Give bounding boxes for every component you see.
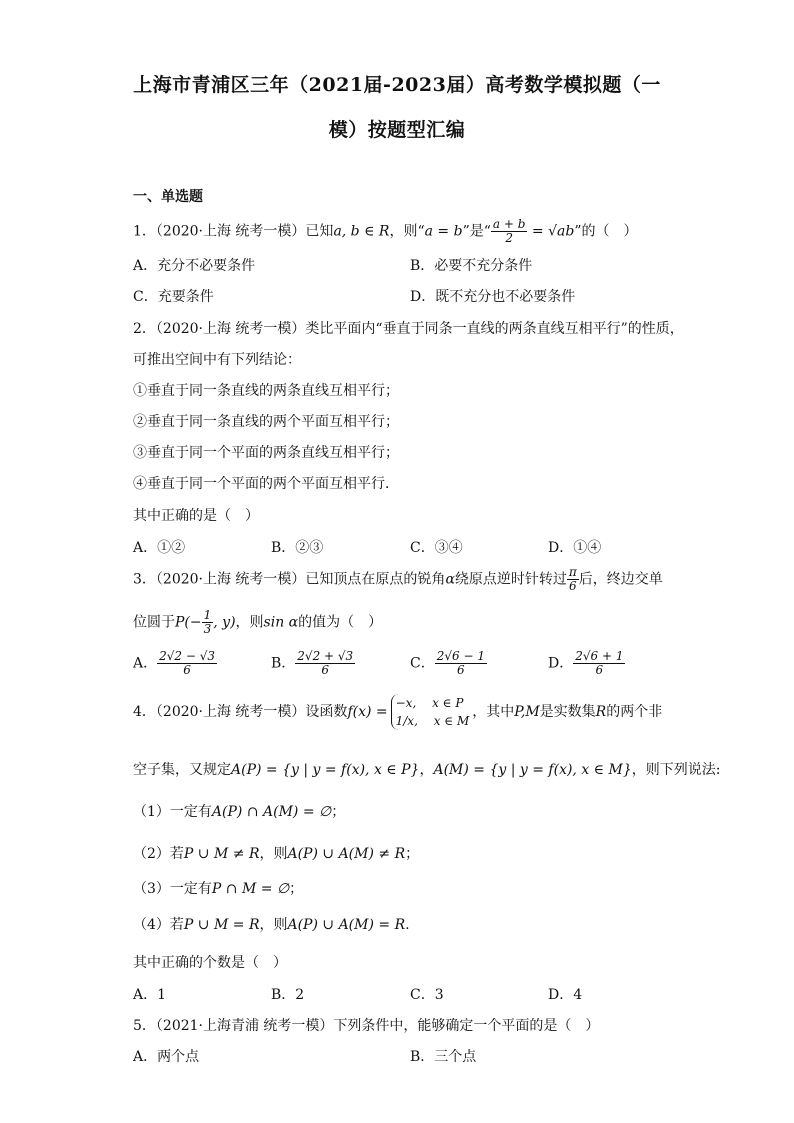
- fraction-numerator: 2√2 + √3: [297, 649, 354, 663]
- document-title-line-2: 模）按题型汇编: [328, 119, 466, 141]
- option-fraction: [435, 650, 487, 677]
- q4-statement-2: [133, 843, 419, 863]
- option-label: C．: [410, 655, 435, 672]
- q1-option-a: A．充分不必要条件: [133, 258, 256, 274]
- q3-option-c: [410, 650, 487, 677]
- question-5-stem: 5．（2021·上海青浦 统考一模）下列条件中，能够确定一个平面的是（ ）: [133, 1018, 600, 1034]
- q4-math: A(P) = {y | y = f(x), x ∈ P}: [231, 762, 420, 778]
- q1-option-d: D．既不充分也不必要条件: [410, 289, 576, 305]
- q4-option-b: B．2: [271, 987, 305, 1003]
- fraction-numerator: 1: [203, 608, 212, 622]
- q2-statement-4: ④垂直于同一个平面的两个平面互相平行．: [133, 476, 399, 492]
- q2-option-d: D．①④: [548, 540, 602, 556]
- q3-math: α: [445, 571, 455, 588]
- option-label: B．: [271, 655, 296, 672]
- q4-statement-3: [133, 878, 303, 898]
- q3-option-a: [133, 650, 217, 677]
- q3-text: 的值为（ ）: [298, 614, 383, 631]
- q1-text: ”是“: [462, 223, 491, 240]
- question-1-stem: [133, 218, 637, 245]
- fraction-numerator: 2√6 + 1: [575, 649, 624, 663]
- q4-text: ，其中: [472, 704, 515, 720]
- q2-option-b: B．②③: [271, 540, 324, 556]
- fraction-numerator: a + b: [492, 217, 526, 231]
- fraction-denominator: 6: [183, 663, 191, 677]
- document-title-line-1: 上海市青浦区三年（2021届-2023届）高考数学模拟题（一: [133, 74, 661, 96]
- question-3-stem-cont: [133, 609, 382, 636]
- q4-text: （3）一定有: [133, 881, 212, 897]
- q2-statement-3: ③垂直于同一个平面的两条直线互相平行；: [133, 445, 399, 461]
- fraction-denominator: 6: [321, 663, 330, 677]
- q2-ask: 其中正确的是（ ）: [133, 508, 259, 524]
- question-3-stem: [133, 566, 663, 593]
- q4-text: （1）一定有: [133, 804, 212, 820]
- q4-option-c: C．3: [410, 987, 444, 1003]
- q3-point-fraction: [202, 609, 214, 636]
- q3-option-b: [271, 650, 355, 677]
- q1-text: ，则“: [389, 223, 425, 240]
- q4-text: ，则: [259, 846, 288, 862]
- q3-option-d: [548, 650, 625, 677]
- q4-math: R: [595, 704, 607, 720]
- fraction-denominator: 2: [505, 231, 513, 245]
- q2-statement-2: ②垂直于同一条直线的两个平面互相平行；: [133, 414, 399, 430]
- option-fraction: [573, 650, 625, 677]
- q1-option-c: C．充要条件: [133, 289, 214, 305]
- q4-text: ；: [405, 846, 420, 862]
- q4-text: 的两个非: [606, 704, 663, 720]
- fraction-numerator: 2√6 − 1: [436, 649, 485, 663]
- q2-option-a: A．①②: [133, 540, 186, 556]
- q4-math: P ∪ M = R: [183, 917, 260, 933]
- option-label: A．: [133, 655, 158, 672]
- q3-text: 3．（2020·上海 统考一模）已知顶点在原点的锐角: [133, 571, 446, 588]
- q3-pi-fraction: [567, 566, 579, 593]
- fraction-denominator: 6: [457, 663, 465, 677]
- q3-math: sin α: [263, 614, 299, 631]
- q5-option-b: B．三个点: [410, 1049, 477, 1065]
- question-2-stem: 2．（2020·上海 统考一模）类比平面内“垂直于同条一直线的两条直线互相平行”的性质，: [133, 321, 684, 337]
- q3-math: , y): [213, 614, 236, 631]
- q1-math: a = b: [424, 223, 463, 240]
- piecewise-case-1: −x, x ∈ P: [395, 696, 464, 710]
- q4-text: 是实数集: [539, 704, 596, 720]
- q1-math: = √ab: [527, 223, 575, 240]
- q3-text: ，则: [235, 614, 264, 631]
- q1-text: 1．（2020·上海 统考一模）已知: [133, 223, 334, 240]
- question-4-stem-cont: [133, 759, 720, 779]
- question-4-stem: [133, 694, 662, 730]
- q4-text: ；: [331, 804, 346, 820]
- q1-fraction: [491, 218, 528, 245]
- q4-text: ，: [419, 762, 434, 778]
- q3-math: P(−: [175, 614, 202, 631]
- q4-math: P,M: [514, 704, 540, 720]
- q3-text: 后，终边交单: [578, 571, 663, 588]
- q3-text: 位圆于: [133, 614, 175, 631]
- fraction-numerator: π: [568, 565, 577, 579]
- fraction-denominator: 6: [569, 579, 577, 593]
- fraction-denominator: 3: [203, 622, 212, 636]
- q4-text: .: [405, 917, 410, 933]
- piecewise-case-2: 1/x, x ∈ M: [395, 714, 470, 728]
- q4-text: 4．（2020·上海 统考一模）设函数: [133, 704, 348, 720]
- q4-text: ，则: [259, 917, 288, 933]
- q4-text: ，则下列说法:: [631, 762, 721, 778]
- section-heading: 一、单选题: [133, 189, 203, 205]
- q1-option-b: B．必要不充分条件: [410, 258, 533, 274]
- q4-statement-1: [133, 801, 345, 821]
- q4-text: （4）若: [133, 917, 184, 933]
- q5-option-a: A．两个点: [133, 1049, 200, 1065]
- question-2-stem-cont: 可推出空间中有下列结论：: [133, 352, 301, 368]
- q2-option-c: C．③④: [410, 540, 463, 556]
- q4-math: f(x) =: [347, 704, 388, 720]
- q4-math: A(P) ∪ A(M) = R: [287, 917, 406, 933]
- fraction-denominator: 6: [595, 663, 604, 677]
- q4-math: P ∩ M = ∅: [211, 881, 290, 897]
- q4-math: A(P) ∩ A(M) = ∅: [211, 804, 332, 820]
- q4-text: 空子集，又规定: [133, 762, 231, 778]
- option-label: D．: [548, 655, 574, 672]
- q4-math: P ∪ M ≠ R: [183, 846, 260, 862]
- q4-statement-4: [133, 914, 410, 934]
- q1-math: a, b ∈ R: [333, 223, 390, 240]
- q2-statement-1: ①垂直于同一条直线的两条直线互相平行；: [133, 383, 399, 399]
- fraction-numerator: 2√2 − √3: [159, 649, 216, 663]
- q3-text: 绕原点逆时针转过: [454, 571, 567, 588]
- q4-text: （2）若: [133, 846, 184, 862]
- q4-ask: 其中正确的个数是（ ）: [133, 955, 287, 971]
- q4-option-a: A．1: [133, 987, 167, 1003]
- q4-option-d: D．4: [548, 987, 583, 1003]
- q1-text: ”的（ ）: [574, 223, 638, 240]
- option-fraction: [295, 650, 355, 677]
- q4-piecewise: [391, 694, 470, 730]
- q4-math: A(P) ∪ A(M) ≠ R: [287, 846, 406, 862]
- q4-text: ；: [289, 881, 304, 897]
- q4-math: A(M) = {y | y = f(x), x ∈ M}: [433, 762, 632, 778]
- option-fraction: [157, 650, 217, 677]
